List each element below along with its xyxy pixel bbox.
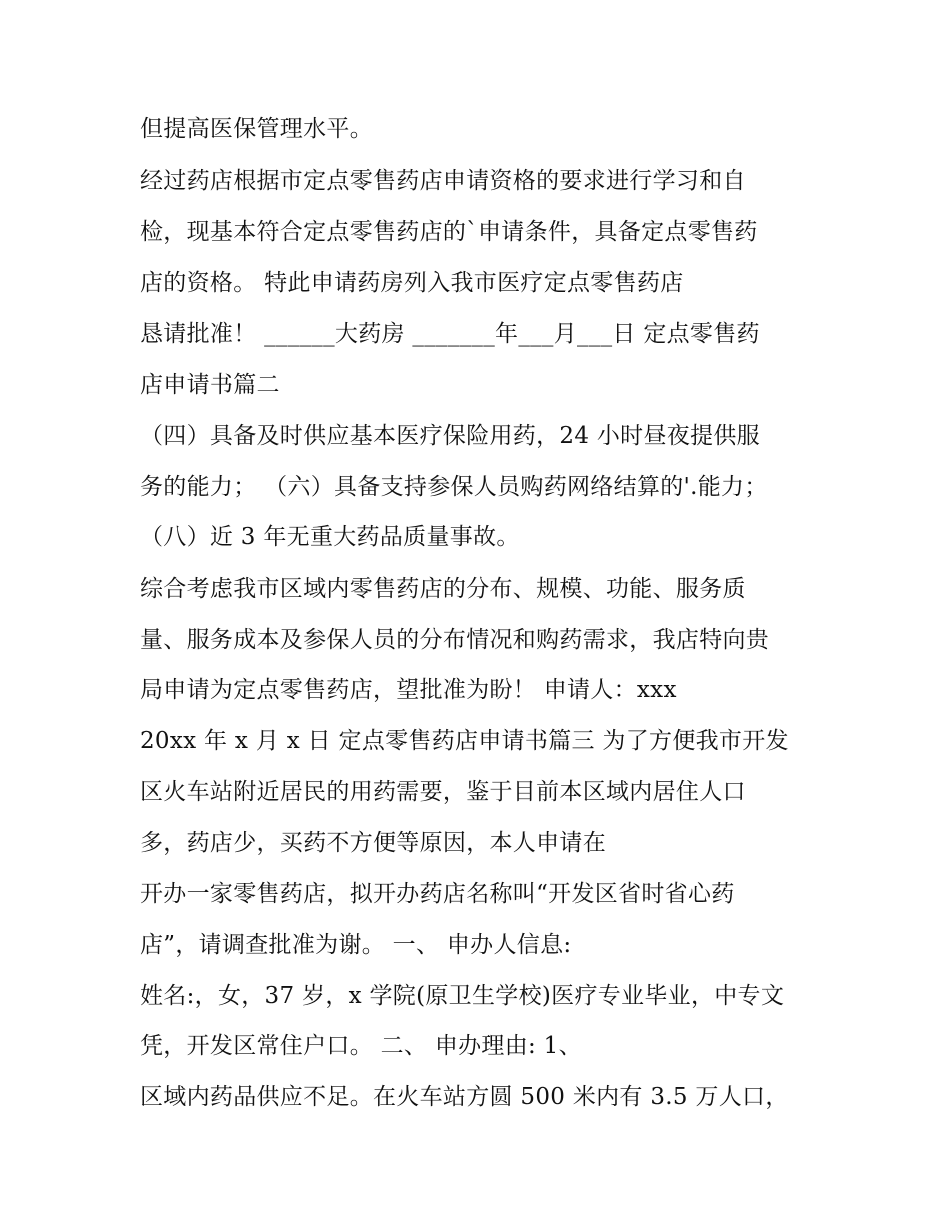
text-line: （八）近 3 年无重大药品质量事故。: [140, 524, 520, 550]
text-line: 务的能力； （六）具备支持参保人员购药网络结算的'.能力；: [140, 474, 768, 500]
text-line: 综合考虑我市区域内零售药店的分布、规模、功能、服务质: [140, 576, 746, 602]
text-line: 经过药店根据市定点零售药店申请资格的要求进行学习和自: [140, 168, 746, 194]
text-line: 凭，开发区常住户口。 二、 申办理由: 1、: [140, 1033, 582, 1059]
text-line: 店”，请调查批准为谢。 一、 申办人信息:: [140, 932, 572, 958]
text-line: 但提高医保管理水平。: [140, 116, 373, 142]
text-line: 店申请书篇二: [140, 372, 280, 398]
text-line: 区火车站附近居民的用药需要，鉴于目前本区域内居住人口: [140, 779, 746, 805]
text-line: 20xx 年 x 月 x 日 定点零售药店申请书篇三 为了方便我市开发: [140, 728, 789, 754]
text-line: 量、服务成本及参保人员的分布情况和购药需求，我店特向贵: [140, 627, 770, 653]
text-line: 姓名:，女，37 岁，x 学院(原卫生学校)医疗专业毕业，中专文: [140, 983, 785, 1009]
text-line: 多，药店少，买药不方便等原因，本人申请在: [140, 830, 606, 856]
text-line: 区域内药品供应不足。在火车站方圆 500 米内有 3.5 万人口，: [140, 1084, 789, 1110]
text-line: 开办一家零售药店，拟开办药店名称叫“开发区省时省心药: [140, 881, 735, 907]
text-line: （四）具备及时供应基本医疗保险用药，24 小时昼夜提供服: [140, 423, 760, 449]
text-line: 局申请为定点零售药店，望批准为盼！ 申请人：xxx: [140, 677, 677, 703]
text-line: 恳请批准！ ______大药房 _______年___月___日 定点零售药: [140, 321, 760, 347]
text-line: 检，现基本符合定点零售药店的`申请条件，具备定点零售药: [140, 219, 758, 245]
text-line: 店的资格。 特此申请药房列入我市医疗定点零售药店: [140, 270, 684, 296]
